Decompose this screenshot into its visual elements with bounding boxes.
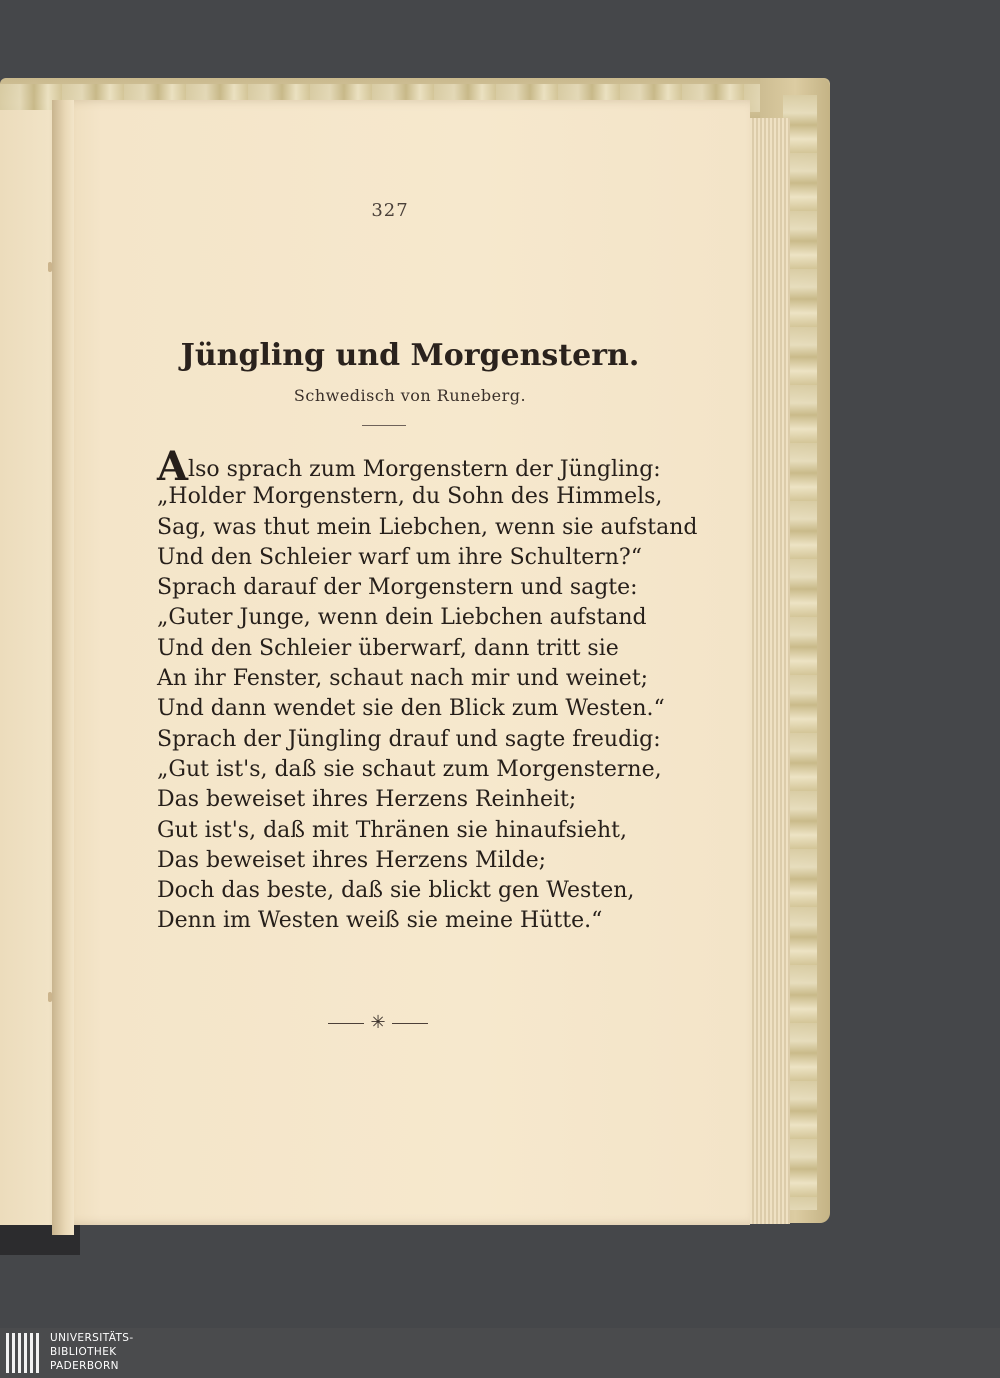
asterisk-icon: ✳ bbox=[370, 1012, 386, 1033]
poem-line-text: lso sprach zum Morgenstern der Jüngling: bbox=[188, 457, 661, 482]
poem-line: Und den Schleier warf um ihre Schultern?“ bbox=[157, 544, 642, 570]
poem-line: Sprach darauf der Morgenstern und sagte: bbox=[157, 575, 638, 601]
page-number: 327 bbox=[371, 200, 409, 221]
poem-line: Das beweiset ihres Herzens Reinheit; bbox=[157, 787, 577, 813]
logo-line: BIBLIOTHEK bbox=[50, 1346, 117, 1358]
poem-line: Sprach der Jüngling drauf und sagte freudig: bbox=[157, 726, 661, 752]
poem-body bbox=[157, 443, 717, 937]
book-page bbox=[60, 100, 750, 1225]
poem-line-first bbox=[157, 443, 717, 490]
poem-title: Jüngling und Morgenstern. bbox=[180, 338, 640, 373]
poem-line: „Holder Morgenstern, du Sohn des Himmels, bbox=[157, 484, 663, 510]
book-gutter bbox=[52, 100, 74, 1235]
end-ornament bbox=[328, 1012, 428, 1036]
poem-line: Und dann wendet sie den Blick zum Westen.“ bbox=[157, 696, 665, 722]
ornament-rule-left bbox=[328, 1023, 364, 1024]
library-logo-text bbox=[50, 1331, 250, 1373]
library-logo-icon bbox=[6, 1333, 44, 1373]
poem-line: Gut ist's, daß mit Thränen sie hinaufsieht, bbox=[157, 817, 628, 843]
poem-line: Denn im Westen weiß sie meine Hütte.“ bbox=[157, 908, 603, 934]
poem-line: Das beweiset ihres Herzens Milde; bbox=[157, 847, 547, 873]
poem-subtitle: Schwedisch von Runeberg. bbox=[293, 386, 527, 405]
ornament-rule-right bbox=[392, 1023, 428, 1024]
poem-line: Sag, was thut mein Liebchen, wenn sie aufstand bbox=[157, 514, 698, 540]
poem-line: Und den Schleier überwarf, dann tritt sie bbox=[157, 635, 619, 661]
binding-stitch bbox=[48, 262, 52, 272]
drop-cap: A bbox=[157, 443, 189, 490]
logo-line: PADERBORN bbox=[50, 1360, 119, 1372]
logo-line: UNIVERSITÄTS- bbox=[50, 1332, 134, 1344]
poem-line: „Guter Junge, wenn dein Liebchen aufstand bbox=[157, 605, 647, 631]
poem-line: An ihr Fenster, schaut nach mir und weinet; bbox=[157, 666, 649, 692]
binding-stitch bbox=[48, 992, 52, 1002]
library-footer bbox=[0, 1328, 1000, 1378]
poem-line: Doch das beste, daß sie blickt gen Westen, bbox=[157, 878, 635, 904]
title-divider bbox=[362, 425, 406, 426]
poem-line: „Gut ist's, daß sie schaut zum Morgensterne, bbox=[157, 756, 662, 782]
